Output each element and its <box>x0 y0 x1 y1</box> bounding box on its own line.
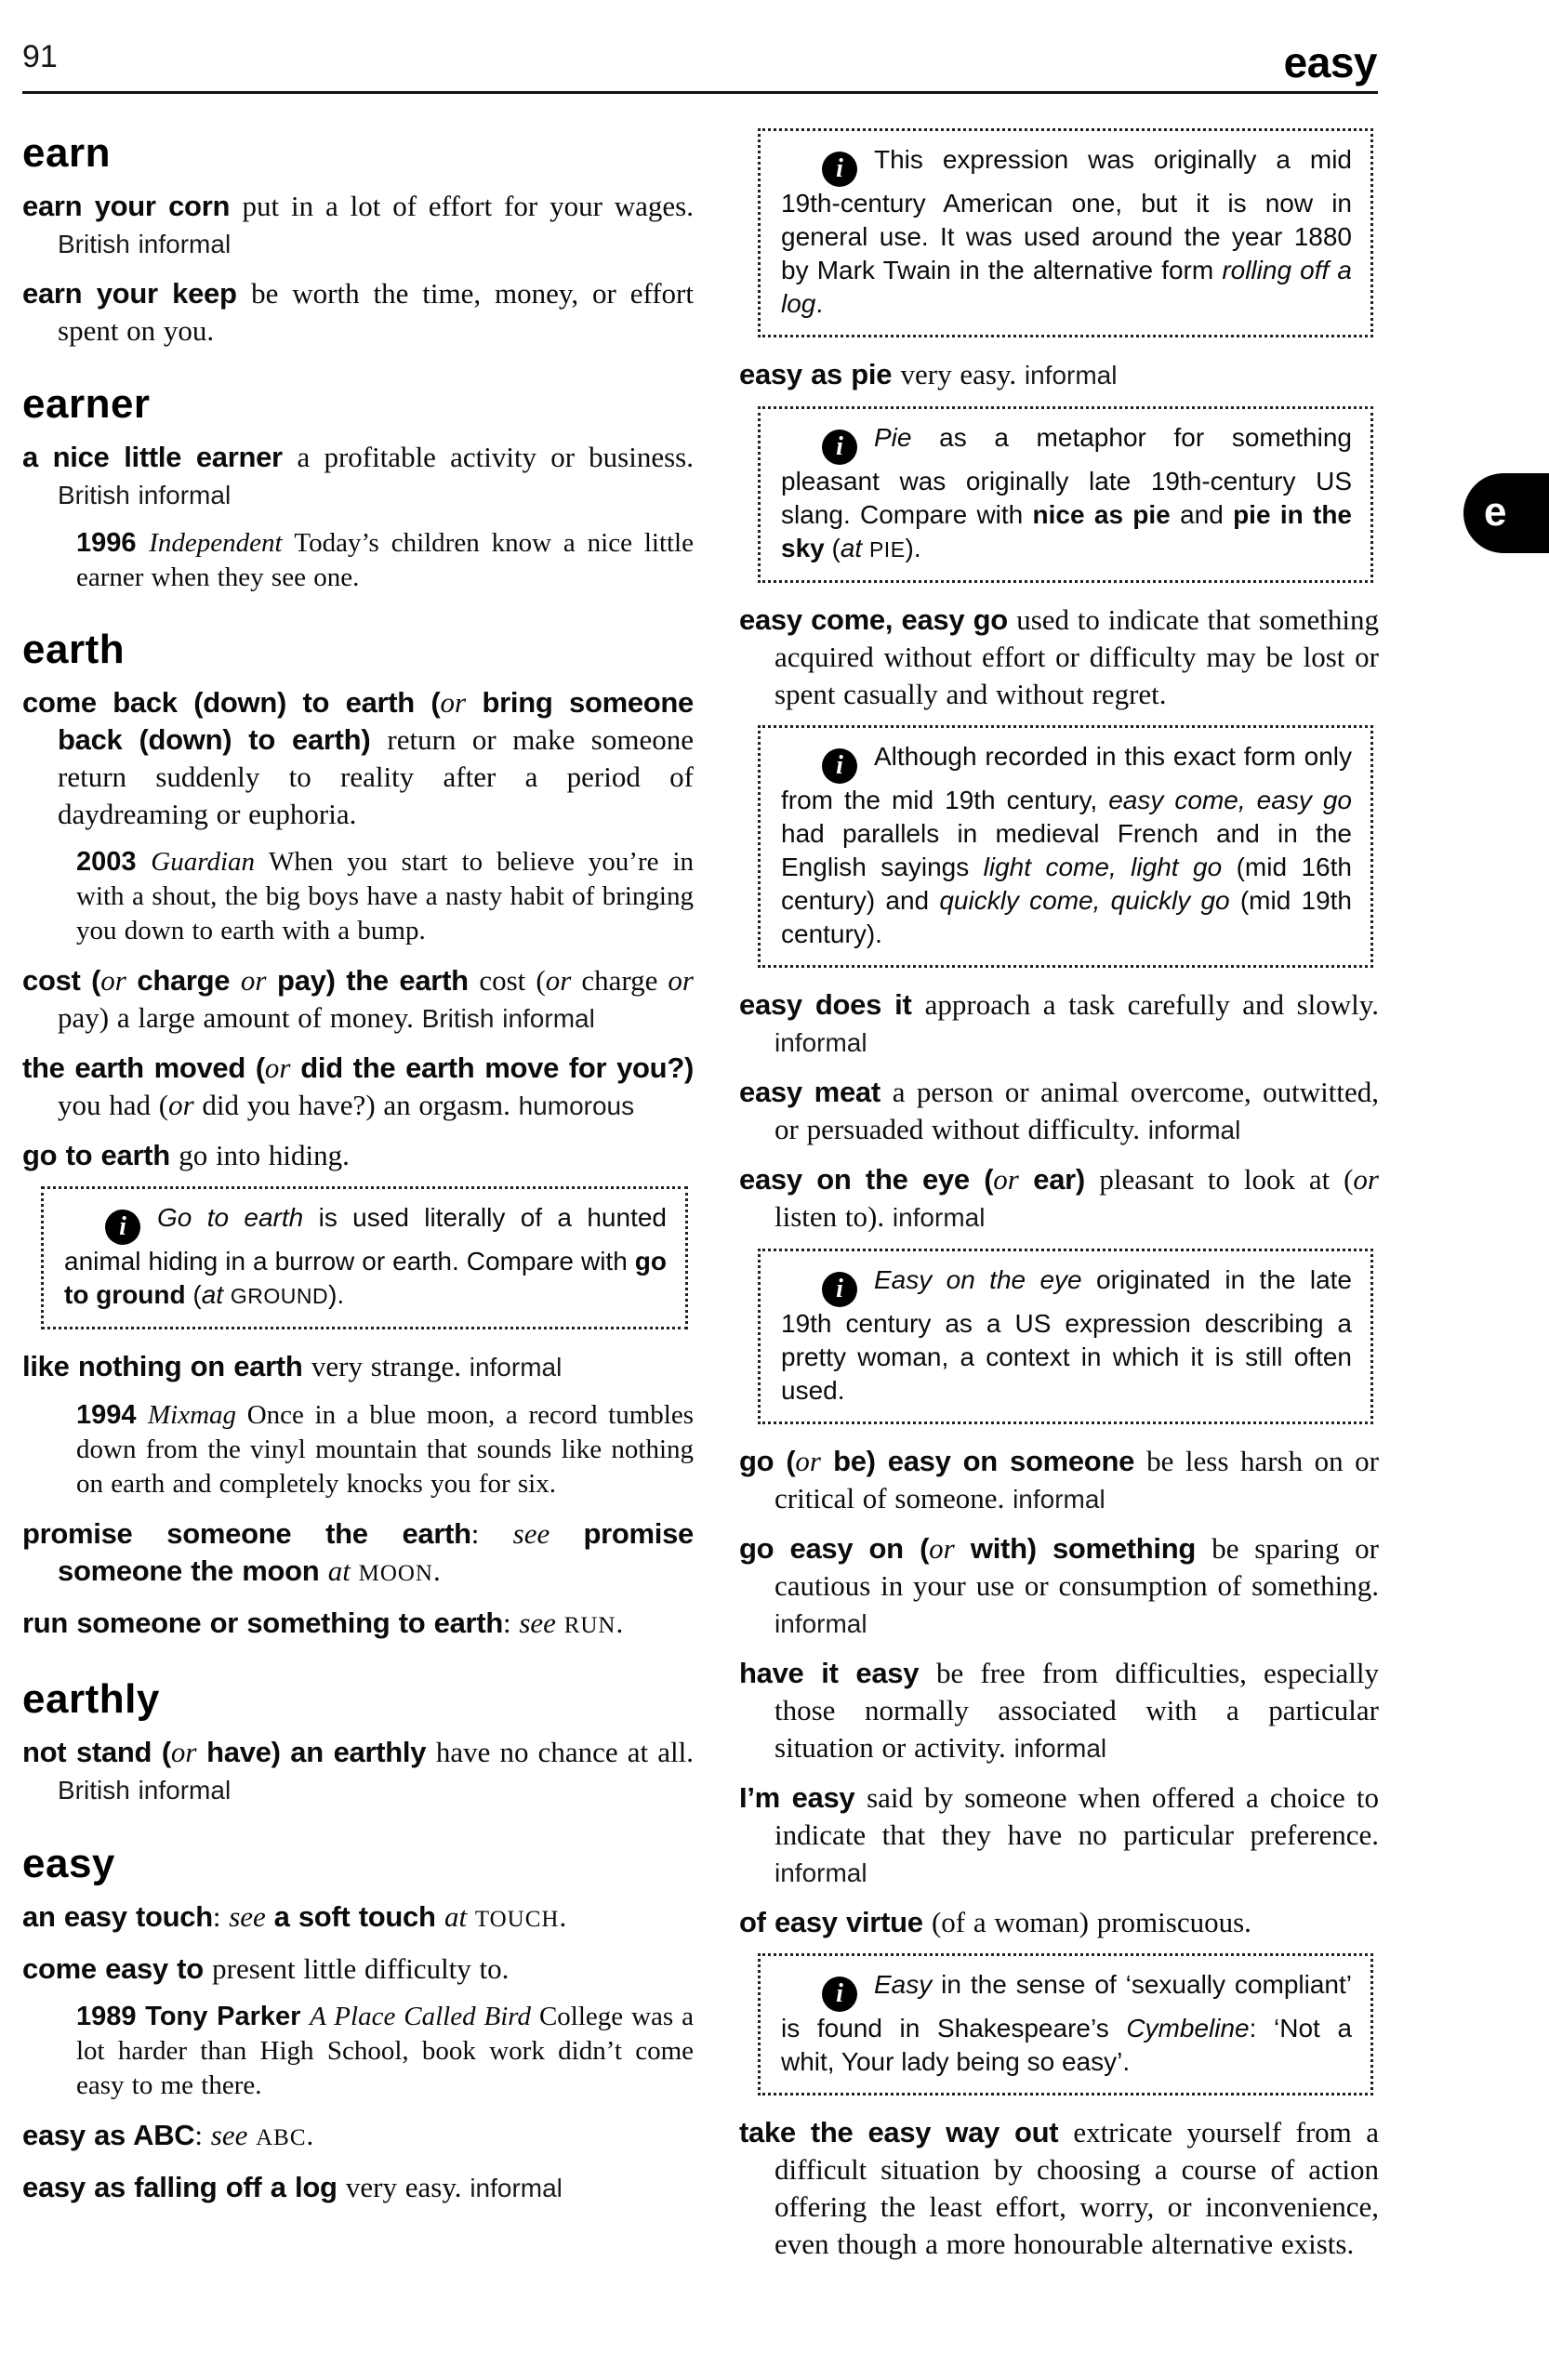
quotation <box>76 2000 694 2103</box>
info-box <box>758 128 1373 337</box>
headword: easy <box>22 1841 115 1886</box>
info-icon: i <box>822 430 857 465</box>
header-rule <box>22 91 1378 94</box>
idiom-entry-text: easy as ABC: see ABC. <box>22 2119 314 2151</box>
idiom-entry <box>739 2114 1379 2263</box>
idiom-entry-text: like nothing on earth very strange. informal <box>22 1350 563 1382</box>
quotation-text: 1989 Tony Parker A Place Called Bird College was a lot harder than High School, book work didn’t come easy to me there. <box>76 2002 695 2100</box>
idiom-entry <box>22 1605 694 1645</box>
idiom-entry <box>22 962 694 1038</box>
info-icon: i <box>822 152 857 187</box>
idiom-entry <box>22 439 694 514</box>
info-box-text: i This expression was originally a mid 19th-century American one, but it is now in general use. It was used around the year 1880 by Mark Twain in the alternative form rolling off a log. <box>781 145 1352 318</box>
idiom-entry <box>22 1137 694 1174</box>
idiom-entry-text: easy as falling off a log very easy. informal <box>22 2171 563 2203</box>
idiom-entry-text: earn your corn put in a lot of effort for your wages. British informal <box>22 190 694 258</box>
headword: earn <box>22 130 111 176</box>
idiom-entry-text: have it easy be free from difficulties, especially those normally associated with a particular situation or activity. informal <box>739 1657 1379 1764</box>
idiom-entry <box>739 1161 1379 1236</box>
idiom-entry <box>739 1530 1379 1643</box>
idiom-entry-text: take the easy way out extricate yourself from a difficult situation by choosing a course of action offering the least effort, worry, or inconvenience, even though a more honourable alternative exists. <box>739 2116 1379 2260</box>
quotation <box>76 1398 694 1501</box>
idiom-entry <box>22 1348 694 1386</box>
idiom-entry-text: I’m easy said by someone when offered a choice to indicate that they have no particular preference. informal <box>739 1781 1380 1887</box>
idiom-entry <box>739 1074 1379 1149</box>
idiom-entry <box>739 1904 1379 1941</box>
idiom-entry <box>22 684 694 833</box>
info-box-text: i Easy on the eye originated in the late 19th century as a US expression describing a pretty woman, a context in which it is still often used. <box>781 1265 1352 1405</box>
idiom-entry-text: the earth moved (or did the earth move for you?) you had (or did you have?) an orgasm. humorous <box>22 1051 694 1121</box>
page-number: 91 <box>22 39 58 74</box>
info-box <box>41 1186 688 1329</box>
idiom-entry <box>22 1898 694 1938</box>
idiom-entry-text: not stand (or have) an earthly have no chance at all. British informal <box>22 1736 694 1805</box>
idiom-entry <box>739 1655 1379 1767</box>
idiom-entry-text: of easy virtue (of a woman) promiscuous. <box>739 1906 1251 1938</box>
info-box-text: i Go to earth is used literally of a hunted animal hiding in a burrow or earth. Compare with go to ground (at GROUND). <box>64 1203 667 1309</box>
headword: earthly <box>22 1676 160 1722</box>
idiom-entry <box>739 356 1379 394</box>
idiom-entry-text: go easy on (or with) something be sparing or cautious in your use or consumption of something. informal <box>739 1532 1379 1638</box>
info-box <box>758 1953 1373 2096</box>
info-box <box>758 725 1373 968</box>
headword: earth <box>22 627 126 672</box>
info-box <box>758 1249 1373 1424</box>
quotation-text: 2003 Guardian When you start to believe you’re in with a shout, the big boys have a nasty habit of bringing you down to earth with a bump. <box>76 847 694 945</box>
idiom-entry-text: earn your keep be worth the time, money, or effort spent on you. <box>22 277 694 347</box>
info-icon: i <box>105 1210 140 1245</box>
quotation-text: 1994 Mixmag Once in a blue moon, a record tumbles down from the vinyl mountain that sounds like nothing on earth and completely knocks you for six. <box>76 1400 695 1499</box>
quotation <box>76 845 694 948</box>
idiom-entry <box>739 602 1379 713</box>
idiom-entry <box>22 2169 694 2207</box>
idiom-entry-text: come easy to present little difficulty to. <box>22 1952 510 1985</box>
info-icon: i <box>822 1977 857 2012</box>
headword: earner <box>22 381 151 427</box>
info-box-text: i Although recorded in this exact form only from the mid 19th century, easy come, easy go had parallels in medieval French and in the English sayings light come, light go (mid 16th century) and quickly come, quickly go (mid 19th century). <box>781 742 1352 948</box>
info-icon: i <box>822 1272 857 1307</box>
thumb-tab[interactable] <box>1463 473 1549 553</box>
idiom-entry-text: easy come, easy go used to indicate that something acquired without effort or difficulty may be lost or spent casually and without regret. <box>739 603 1379 710</box>
idiom-entry-text: easy on the eye (or ear) pleasant to look at (or listen to). informal <box>739 1163 1379 1233</box>
idiom-entry-text: easy as pie very easy. informal <box>739 358 1118 390</box>
quotation <box>76 526 694 595</box>
idiom-entry <box>739 986 1379 1062</box>
info-box-text: i Easy in the sense of ‘sexually compliant’ is found in Shakespeare’s Cymbeline: ‘Not a whit, Your lady being so easy’. <box>781 1970 1353 2076</box>
info-icon: i <box>822 748 857 784</box>
left-column <box>22 121 694 2219</box>
idiom-entry-text: an easy touch: see a soft touch at TOUCH. <box>22 1900 567 1933</box>
idiom-entry-text: cost (or charge or pay) the earth cost (or charge or pay) a large amount of money. British informal <box>22 964 694 1034</box>
thumb-tab-letter: e <box>1484 489 1507 535</box>
idiom-entry <box>22 1050 694 1125</box>
right-column <box>739 121 1379 2275</box>
idiom-entry-text: come back (down) to earth (or bring someone back (down) to earth) return or make someone return suddenly to reality after a period of daydreaming or euphoria. <box>22 686 694 830</box>
idiom-entry <box>739 1443 1379 1518</box>
idiom-entry-text: easy meat a person or animal overcome, outwitted, or persuaded without difficulty. informal <box>739 1076 1379 1145</box>
guide-word: easy <box>1283 38 1377 86</box>
idiom-entry <box>22 275 694 350</box>
idiom-entry-text: a nice little earner a profitable activity or business. British informal <box>22 441 694 509</box>
quotation-text: 1996 Independent Today’s children know a nice little earner when they see one. <box>76 528 694 592</box>
idiom-entry <box>22 188 694 263</box>
idiom-entry <box>22 2117 694 2157</box>
idiom-entry-text: go (or be) easy on someone be less harsh on or critical of someone. informal <box>739 1445 1380 1514</box>
idiom-entry-text: go to earth go into hiding. <box>22 1139 350 1171</box>
idiom-entry-text: promise someone the earth: see promise someone the moon at MOON. <box>22 1517 694 1587</box>
idiom-entry <box>22 1515 694 1593</box>
info-box-text: i Pie as a metaphor for something pleasant was originally late 19th-century US slang. Compare with nice as pie and pie in the sky (at PIE). <box>781 423 1352 562</box>
info-box <box>758 406 1373 583</box>
idiom-entry <box>22 1950 694 1988</box>
idiom-entry-text: run someone or something to earth: see RUN. <box>22 1606 624 1639</box>
idiom-entry <box>22 1734 694 1809</box>
idiom-entry <box>739 1779 1379 1892</box>
idiom-entry-text: easy does it approach a task carefully and slowly. informal <box>739 988 1379 1057</box>
